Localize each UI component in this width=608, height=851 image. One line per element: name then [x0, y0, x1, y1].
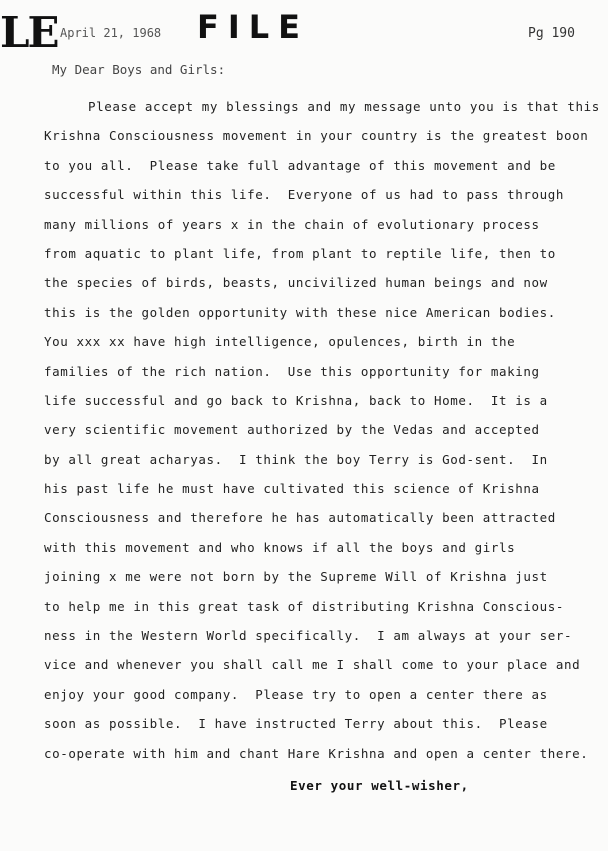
body-line: to help me in this great task of distributing Krishna Conscious-	[44, 598, 565, 614]
body-line: life successful and go back to Krishna, back to Home. It is a	[44, 392, 548, 408]
file-stamp: FILE	[197, 8, 310, 46]
file-stamp-fragment: LE	[0, 8, 58, 57]
body-line: from aquatic to plant life, from plant to reptile life, then to	[44, 245, 556, 261]
body-line: many millions of years x in the chain of evolutionary process	[44, 216, 540, 232]
body-line: successful within this life. Everyone of us had to pass through	[44, 187, 565, 203]
body-line: vice and whenever you shall call me I shall come to your place and	[44, 657, 581, 673]
body-line: You xxx xx have high intelligence, opulences, birth in the	[44, 334, 516, 350]
letter-date: April 21, 1968	[60, 26, 162, 40]
letter-body	[44, 92, 600, 768]
body-line: Krishna Consciousness movement in your country is the greatest boon	[44, 128, 589, 144]
body-line: soon as possible. I have instructed Terry about this. Please	[44, 716, 548, 732]
body-line: his past life he must have cultivated this science of Krishna	[44, 481, 540, 497]
closing: Ever your well-wisher,	[290, 778, 469, 793]
body-line: by all great acharyas. I think the boy Terry is God-sent. In	[44, 451, 548, 467]
salutation: My Dear Boys and Girls:	[52, 62, 226, 77]
body-line: to you all. Please take full advantage of this movement and be	[44, 157, 556, 173]
body-line: the species of birds, beasts, uncivilized human beings and now	[44, 275, 548, 291]
body-line: Please accept my blessings and my message unto you is that this	[88, 99, 600, 114]
body-line: families of the rich nation. Use this opportunity for making	[44, 363, 540, 379]
body-line: very scientific movement authorized by the Vedas and accepted	[44, 422, 540, 438]
page-number: Pg 190	[528, 26, 575, 41]
body-line: co-operate with him and chant Hare Krishna and open a center there.	[44, 745, 589, 761]
body-line: ness in the Western World specifically. I am always at your ser-	[44, 628, 573, 644]
body-line: this is the golden opportunity with these nice American bodies.	[44, 304, 556, 320]
body-line: joining x me were not born by the Supreme Will of Krishna just	[44, 569, 548, 585]
body-line: enjoy your good company. Please try to open a center there as	[44, 686, 548, 702]
body-line: Consciousness and therefore he has automatically been attracted	[44, 510, 556, 526]
body-line: with this movement and who knows if all the boys and girls	[44, 539, 516, 555]
